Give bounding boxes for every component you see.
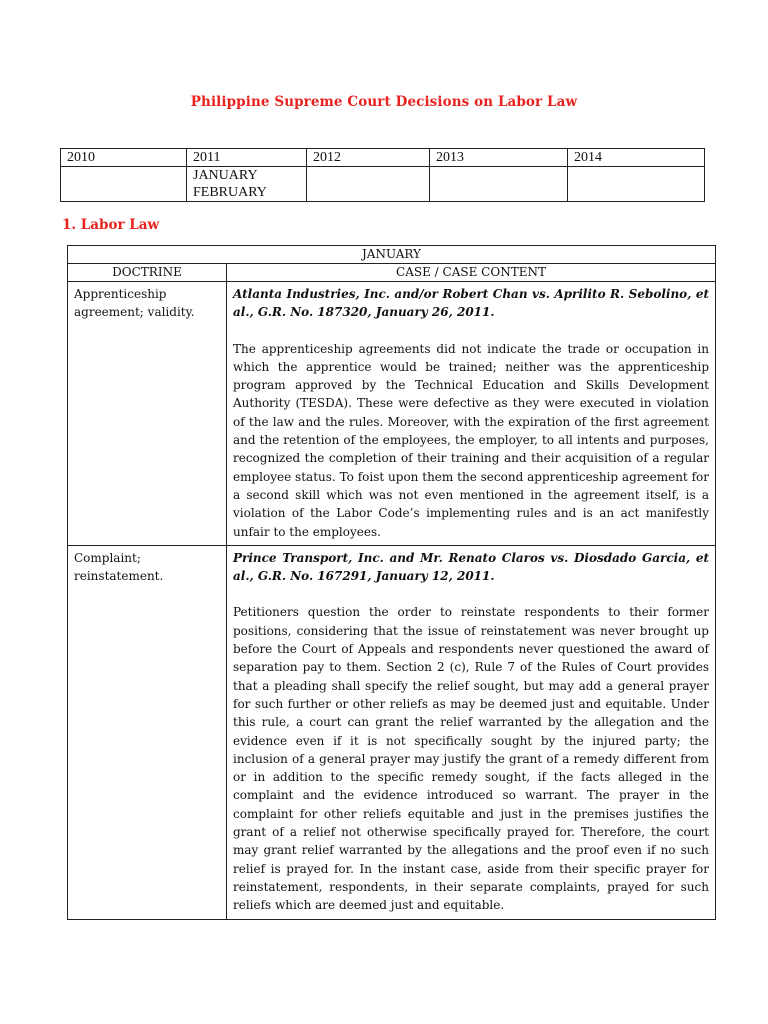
case-title: Prince Transport, Inc. and Mr. Renato Claros vs. Diosdado Garcia, et al., G.R. No. 167291, January 12, 2011. bbox=[233, 550, 709, 584]
month-link-january[interactable]: JANUARY bbox=[193, 168, 258, 183]
case-cell bbox=[227, 282, 716, 546]
table-row bbox=[68, 282, 716, 546]
case-column-header: CASE / CASE CONTENT bbox=[227, 264, 716, 282]
year-2010-months bbox=[61, 167, 187, 202]
year-cell-2013: 2013 bbox=[430, 149, 568, 167]
table-row bbox=[68, 545, 716, 919]
year-2012-months bbox=[307, 167, 430, 202]
decisions-table bbox=[67, 245, 716, 920]
doctrine-column-header: DOCTRINE bbox=[68, 264, 227, 282]
case-content: The apprenticeship agreements did not indicate the trade or occupation in which the apprentice would be trained; neither was the apprenticeship program approved by the Technical Education and Skills Development Authority (TESDA). These were defective as they were executed in violation of the law and the rules. Moreover, with the expiration of the first agreement and the retention of the employees, the employer, to all intents and purposes, recognized the completion of their training and their acquisition of a regular employee status. To foist upon them the second apprenticeship agreement for a second skill which was not even mentioned in the agreement itself, is a violation of the Labor Code’s implementing rules and is an act manifestly unfair to the employees. bbox=[233, 341, 709, 539]
month-link-february[interactable]: FEBRUARY bbox=[193, 185, 267, 200]
section-heading: 1. Labor Law bbox=[62, 217, 160, 233]
page-title: Philippine Supreme Court Decisions on Labor Law bbox=[190, 94, 578, 110]
case-title: Atlanta Industries, Inc. and/or Robert Chan vs. Aprilito R. Sebolino, et al., G.R. No. 187320, January 26, 2011. bbox=[233, 287, 709, 320]
year-cell-2014: 2014 bbox=[568, 149, 705, 167]
year-index-table bbox=[60, 148, 705, 202]
year-2013-months bbox=[430, 167, 568, 202]
year-cell-2010: 2010 bbox=[61, 149, 187, 167]
year-2011-months bbox=[187, 167, 307, 202]
case-content: Petitioners question the order to reinstate respondents to their former positions, considering that the issue of reinstatement was never brought up before the Court of Appeals and respondents never questioned the award of separation pay to them. Section 2 (c), Rule 7 of the Rules of Court provides that a pleading shall specify the relief sought, but may add a general prayer for such further or other reliefs as may be deemed just and equitable. Under this rule, a court can grant the relief warranted by the allegation and the evidence even if it is not specifically sought by the injured party; the inclusion of a general prayer may justify the grant of a remedy different from or in addition to the specific remedy sought, if the facts alleged in the complaint and the evidence introduced so warrant. The prayer in the complaint for other reliefs equitable and just in the premises justifies the grant of a relief not otherwise specifically prayed for. Therefore, the court may grant relief warranted by the allegations and the proof even if no such relief is prayed for. In the instant case, aside from their specific prayer for reinstatement, respondents, in their separate complaints, prayed for such reliefs which are deemed just and equitable. bbox=[233, 605, 709, 913]
year-cell-2012: 2012 bbox=[307, 149, 430, 167]
year-cell-2011: 2011 bbox=[187, 149, 307, 167]
doctrine-cell: Apprenticeship agreement; validity. bbox=[68, 282, 227, 546]
case-cell bbox=[227, 545, 716, 919]
table-month-header: JANUARY bbox=[68, 246, 716, 264]
year-2014-months bbox=[568, 167, 705, 202]
doctrine-cell: Complaint; reinstatement. bbox=[68, 545, 227, 919]
